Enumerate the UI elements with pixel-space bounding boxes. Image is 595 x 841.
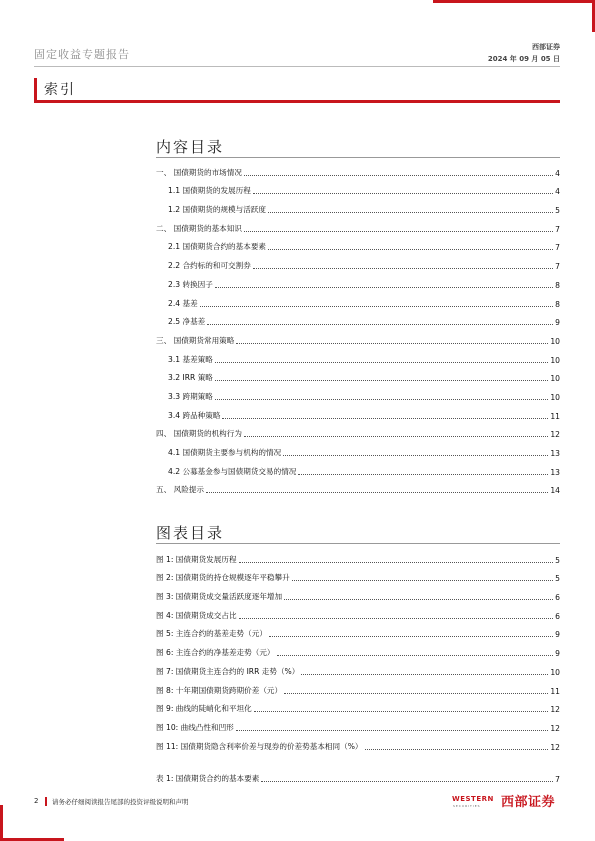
figure-entry[interactable]: [156, 547, 560, 566]
contents-entry[interactable]: [156, 459, 560, 478]
contents-entry-label: 五、 风险提示: [156, 485, 204, 495]
dot-leader: [236, 343, 548, 344]
contents-heading-rule: [156, 157, 560, 158]
dot-leader: [207, 324, 553, 325]
dot-leader: [215, 399, 548, 400]
contents-entry-page: 4: [555, 168, 560, 178]
figure-entry-page: 10: [550, 667, 560, 677]
figure-entry-label: 图 2: 国债期货的持仓规模逐年平稳攀升: [156, 573, 290, 583]
figure-entry-page: 6: [555, 611, 560, 621]
page-number: 2: [34, 797, 39, 805]
corner-accent-top: [433, 0, 595, 3]
contents-entry-label: 3.3 跨期策略: [168, 391, 213, 401]
contents-entry-label: 3.4 跨品种策略: [168, 410, 221, 420]
contents-entry[interactable]: [156, 328, 560, 347]
dot-leader: [244, 436, 548, 437]
contents-entry-page: 8: [555, 299, 560, 309]
dot-leader: [254, 711, 549, 712]
contents-entry-label: 二、 国债期货的基本知识: [156, 223, 242, 233]
contents-entry-page: 13: [550, 449, 560, 458]
figure-entry-label: 图 3: 国债期货成交量活跃度逐年增加: [156, 592, 283, 602]
figure-entry-page: 12: [550, 742, 560, 752]
company-logo-cn: 西部证券: [501, 795, 556, 810]
dot-leader: [239, 618, 554, 619]
contents-entry-label: 4.2 公募基金参与国债期货交易的情况: [168, 466, 297, 476]
section-marker: [34, 78, 37, 100]
figure-entry[interactable]: [156, 715, 560, 734]
figure-entry-label: 图 8: 十年期国债期货跨期价差（元）: [156, 685, 283, 695]
dot-leader: [268, 249, 553, 250]
contents-entry-label: 三、 国债期货常用策略: [156, 335, 235, 345]
contents-entry-page: 7: [555, 262, 560, 272]
report-type: 固定收益专题报告: [34, 48, 130, 61]
dot-leader: [222, 418, 548, 419]
dot-leader: [284, 693, 548, 694]
figures-heading: 图表目录: [156, 524, 225, 542]
contents-entry-page: 7: [555, 224, 560, 234]
header-meta: [488, 41, 560, 65]
footer-separator: [45, 797, 47, 806]
contents-entry-page: 9: [555, 318, 560, 328]
contents-entry-page: 10: [550, 336, 560, 346]
figure-entry-page: 9: [555, 649, 560, 659]
contents-entry-label: 四、 国债期货的机构行为: [156, 429, 242, 439]
dot-leader: [253, 193, 553, 194]
figure-entry-page: 12: [550, 723, 560, 733]
figures-heading-rule: [156, 543, 560, 544]
dot-leader: [283, 455, 548, 456]
contents-entry[interactable]: [156, 272, 560, 291]
figure-entry-page: 5: [555, 574, 560, 584]
footer-disclaimer: 请务必仔细阅读报告尾部的投资评级说明和声明: [52, 798, 189, 806]
contents-entry[interactable]: [156, 253, 560, 272]
dot-leader: [215, 380, 548, 381]
figure-entry-page: 12: [550, 705, 560, 715]
contents-entry[interactable]: [156, 160, 560, 179]
contents-entry-label: 2.5 净基差: [168, 317, 206, 327]
contents-entry-page: 12: [550, 430, 560, 440]
contents-entry-label: 4.1 国债期货主要参与机构的情况: [168, 448, 282, 457]
figure-entry-page: 5: [555, 555, 560, 565]
contents-entry-page: 8: [555, 280, 560, 290]
figure-entry-label: 图 7: 国债期货主连合约的 IRR 走势（%）: [156, 666, 300, 676]
figure-entry-label: 图 9: 曲线的陡峭化和平坦化: [156, 704, 252, 714]
dot-leader: [206, 492, 548, 493]
contents-entry-label: 2.2 合约标的和可交割券: [168, 261, 251, 271]
dot-leader: [269, 636, 553, 637]
dot-leader: [284, 599, 553, 600]
dot-leader: [277, 655, 554, 656]
dot-leader: [292, 580, 553, 581]
table-entry-page: 7: [555, 774, 560, 784]
figure-entry[interactable]: [156, 603, 560, 622]
contents-entry-page: 13: [550, 467, 560, 477]
contents-entry-label: 3.1 基差策略: [168, 354, 213, 364]
contents-entry-page: 10: [550, 355, 560, 365]
dot-leader: [253, 268, 553, 269]
figure-entry-page: 6: [555, 593, 560, 603]
dot-leader: [239, 562, 554, 563]
contents-entry[interactable]: [156, 366, 560, 385]
figure-entry-label: 图 4: 国债期货成交占比: [156, 610, 237, 620]
figure-entry-label: 图 10: 曲线凸性和凹形: [156, 722, 234, 732]
dot-leader: [244, 175, 553, 176]
section-title: 索引: [44, 82, 76, 98]
dot-leader: [261, 781, 553, 782]
figure-entry[interactable]: [156, 566, 560, 585]
contents-entry[interactable]: [156, 235, 560, 254]
report-date: 2024 年 09 月 05 日: [487, 55, 560, 63]
dot-leader: [268, 212, 553, 213]
contents-entry[interactable]: [156, 291, 560, 310]
figure-entry[interactable]: [156, 678, 560, 697]
table-entry-label: 表 1: 国债期货合约的基本要素: [156, 773, 260, 783]
dot-leader: [215, 362, 548, 363]
company-logo-en: WESTERN: [452, 795, 494, 803]
contents-entry-page: 7: [555, 243, 560, 253]
figure-entry-label: 图 1: 国债期货发展历程: [156, 554, 237, 564]
contents-entry[interactable]: [156, 440, 560, 459]
tables-list: [156, 766, 560, 785]
dot-leader: [215, 287, 553, 288]
contents-entry-label: 2.3 转换因子: [168, 279, 213, 289]
contents-entry-page: 10: [550, 374, 560, 384]
figure-entry[interactable]: [156, 640, 560, 659]
contents-entry[interactable]: [156, 347, 560, 366]
contents-entry[interactable]: [156, 422, 560, 441]
contents-entry-page: 11: [550, 411, 560, 421]
contents-entry[interactable]: [156, 310, 560, 329]
contents-entry-page: 5: [555, 206, 560, 216]
contents-entry[interactable]: [156, 478, 560, 497]
figure-entry-label: 图 11: 国债期货隐含利率价差与现券的价差势基本相同（%）: [156, 741, 363, 751]
contents-entry[interactable]: [156, 179, 560, 198]
header-divider: [34, 66, 560, 67]
contents-entry[interactable]: [156, 216, 560, 235]
contents-heading: 内容目录: [156, 138, 225, 156]
contents-entry-label: 一、 国债期货的市场情况: [156, 167, 242, 177]
contents-list: [156, 160, 560, 496]
contents-entry-label: 1.1 国债期货的发展历程: [168, 186, 251, 196]
contents-entry[interactable]: [156, 197, 560, 216]
contents-entry-page: 14: [550, 486, 560, 496]
figure-entry-page: 9: [555, 630, 560, 640]
dot-leader: [200, 306, 553, 307]
table-entry[interactable]: [156, 766, 560, 785]
company-name: 西部证券: [532, 43, 560, 51]
section-header: [34, 76, 560, 102]
contents-entry-page: 10: [550, 392, 560, 402]
figure-entry-page: 11: [550, 686, 560, 696]
figure-entry[interactable]: [156, 734, 560, 753]
dot-leader: [298, 474, 548, 475]
contents-entry-page: 4: [555, 187, 560, 197]
dot-leader: [236, 730, 549, 731]
contents-entry-label: 3.2 IRR 策略: [168, 373, 213, 383]
figure-entry[interactable]: [156, 584, 560, 603]
contents-entry[interactable]: [156, 403, 560, 422]
contents-entry-label: 2.1 国债期货合约的基本要素: [168, 242, 267, 252]
section-underline: [34, 100, 560, 103]
corner-accent-left: [0, 805, 3, 841]
dot-leader: [244, 231, 553, 232]
dot-leader: [301, 674, 548, 675]
figure-entry[interactable]: [156, 622, 560, 641]
figure-entry-label: 图 5: 主连合约的基差走势（元）: [156, 629, 267, 639]
contents-entry-label: 2.4 基差: [168, 298, 198, 308]
figure-entry[interactable]: [156, 659, 560, 678]
dot-leader: [365, 749, 549, 750]
contents-entry-label: 1.2 国债期货的规模与活跃度: [168, 205, 267, 215]
figure-entry-label: 图 6: 主连合约的净基差走势（元）: [156, 648, 275, 658]
figures-list: [156, 547, 560, 753]
contents-entry[interactable]: [156, 384, 560, 403]
figure-entry[interactable]: [156, 697, 560, 716]
company-logo-sub: SECURITIES: [453, 804, 481, 808]
